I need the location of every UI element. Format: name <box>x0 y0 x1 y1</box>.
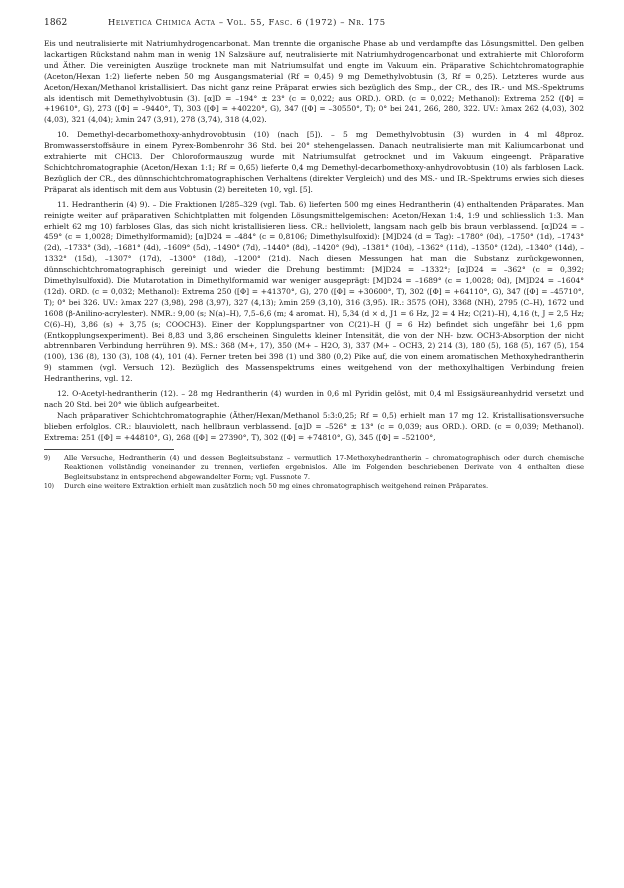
paragraph-experiment-10: 10. Demethyl-decarbomethoxy-anhydrovobtusin (10) (nach [5]). – 5 mg Demethylvobtusin (3) wurden in 4 ml 48proz. Bromwasserstoffsäure in einem Pyrex-Bombenrohr 36 Std. bei 20° stehengelassen. Danach neutralisierte man mit Kaliumcarbonat und extrahierte mit CHCl3. Der Chloroformauszug wurde mit Natriumsulfat getrocknet und im Vakuum eingeengt. Präparative Schichtchromatographie (Aceton/Hexan 1:1; Rf = 0,65) lieferte 0,4 mg Demethyl-decarbomethoxy-anhydrovobtusin (10) als farblosen Lack. Bezüglich der CR., des dünnschichtchromatographischen Verhaltens (direkter Vergleich) und des MS.- und IR.-Spektrums erwies sich dieses Präparat als identisch mit dem aus Vobtusin (2) bereiteten 10, vgl. [5]. <box>44 130 584 194</box>
paragraph-experiment-12: 12. O-Acetyl-hedrantherin (12). – 28 mg Hedrantherin (4) wurden in 0,6 ml Pyridin gelöst, mit 0,4 ml Essigsäureanhydrid versetzt und nach 20 Std. bei 20° wie üblich aufgearbeitet. <box>44 389 584 409</box>
running-header <box>44 17 584 33</box>
footnote-rule <box>44 449 174 450</box>
footnote <box>44 482 584 492</box>
footnote <box>44 454 584 483</box>
footnote-marker: 9) <box>44 454 51 462</box>
paragraph-experiment-11: 11. Hedrantherin (4) 9). – Die Fraktionen I/285–329 (vgl. Tab. 6) lieferten 500 mg eines Hedrantherin (4) enthaltenden Präparates. Man reinigte weiter auf präparativen Schichtplatten mit folgenden Lösungsmittelgemischen: Aceton/Hexan 1:4, 1:9 und schliesslich 1:3. Man erhielt 62 mg 10) farbloses Glas, das sich nicht kristallisieren liess. CR.: hellviolett, langsam nach gelb bis braun verblassend. [α]D24 = –459° (c = 1,0028; Dimethylformamid); [α]D24 = –484° (c = 0,8106; Dimethylsulfoxid): [M]D24 (d = Tag): –1780° (0d), –1750° (1d), –1743° (2d), –1733° (3d), –1681° (4d), –1609° (5d), –1490° (7d), –1440° (8d), –1420° (9d), –1381° (10d), –1362° (11d), –1350° (12d), –1340° (14d), –1332° (15d), –1307° (17d), –1300° (18d), –1200° (21d). Nach diesen Messungen hat man die Substanz zurückgewonnen, dünnschichtchromatographisch gereinigt und wieder die Drehung bestimmt: [M]D24 = –1332°; [α]D24 = –362° (c = 0,392; Dimethylsulfoxid). Die Mutarotation in Dimethylformamid war weniger ausgeprägt: [M]D24 = –1689° (c = 1,0028; 0d), [M]D24 = –1604° (12d). ORD. (c = 0,032; Methanol): Extrema 250 ([Φ] = +41370°, G), 270 ([Φ] = +30600°, T), 302 ([Φ] = +64110°, G), 347 ([Φ] = –45710°, T); 0° bei 326. UV.: λmax 227 (3,98), 298 (3,97), 327 (4,13); λmin 259 (3,10), 316 (3,95). IR.: 3575 (OH), 3368 (NH), 2795 (C–H), 1672 und 1608 (β-Anilino-acrylester). NMR.: 9,00 (s; N(a)–H), 7,5–6,6 (m; 4 aromat. H), 5,34 (d × d, J1 = 6 Hz, J2 = 4 Hz; C(21)–H), 4,16 (t, J = 2,5 Hz; C(6)–H), 3,86 (s) + 3,75 (s; COOCH3). Einer der Kopplungspartner von C(21)–H (J = 6 Hz) befindet sich ungefähr bei 1,6 ppm (Entkopplungsexperiment). Bei 8,83 und 3,86 erscheinen Singuletts kleiner Intensität, die von der NH- bzw. OCH3-Absorption der nicht abtrennbaren Verbindung herrühren 9). MS.: 368 (M+, 17), 350 (M+ – H2O, 3), 337 (M+ – OCH3, 2) 214 (3), 180 (5), 168 (5), 167 (5), 154 (100), 136 (8), 130 (3), 108 (4), 101 (4). Ferner treten bei 398 (1) und 380 (0,2) Pike auf, die von einem aromatischen Methoxyhedrantherin 9) stammen (vgl. Versuch 12). Bezüglich des Massenspektrums eines weitgehend von der methoxylhaltigen Verbindung freien Hedrantherins, vgl. 12. <box>44 199 584 384</box>
footnote-marker: 10) <box>44 483 54 491</box>
paragraph-experiment-12-continued: Nach präparativer Schichtchromatographie (Äther/Hexan/Methanol 5:3:0,25; Rf = 0,5) erhielt man 17 mg 12. Kristallisationsversuche blieben erfolglos. CR.: blauviolett, nach hellbraun verblassend. [α]D = –526° ± 13° (c = 0,039; aus ORD.). ORD. (c = 0,039; Methanol). Extrema: 251 ([Φ] = +44810°, G), 268 ([Φ] = 27390°, T), 302 ([Φ] = +74810°, G), 345 ([Φ] = –52100°, <box>44 410 584 442</box>
article-body <box>44 39 584 444</box>
journal-citation: Helvetica Chimica Acta – Vol. 55, Fasc. 6 (1972) – Nr. 175 <box>108 17 386 27</box>
footnote-text: Durch eine weitere Extraktion erhielt man zusätzlich noch 50 mg eines chromatographisch weitgehend reinen Präparates. <box>64 482 489 491</box>
footnote-text: Alle Versuche, Hedrantherin (4) und dessen Begleitsubstanz – vermutlich 17-Methoxyhedrantherin – chromatographisch oder durch chemische Reaktionen vollständig voneinander zu trennen, verliefen ergebnislos. Alle im Folgenden beschriebenen Derivate von 4 enthalten diese Begleitsubstanz in entsprechend abgewandelter Form; vgl. Fussnote 7. <box>64 453 584 481</box>
paragraph-demethylvobtusin-workup: Eis und neutralisierte mit Natriumhydrogencarbonat. Man trennte die organische Phase ab und verdampfte das Lösungsmittel. Den gelben lackartigen Rückstand nahm man in wenig 1N Salzsäure auf, neutralisierte mit Natriumhydrogencarbonat und extrahierte mit Chloroform und Äther. Die vereinigten Auszüge trocknete man mit Natriumsulfat und engte im Vakuum ein. Präparative Schichtchromatographie (Aceton/Hexan 1:2) lieferte neben 50 mg Ausgangsmaterial (Rf = 0,45) 9 mg Demethylvobtusin (3, Rf = 0,25). Letzteres wurde aus Aceton/Hexan/Methanol kristallisiert. Das nicht ganz reine Präparat erwies sich bezüglich des Smp., der CR., des IR.- und MS.-Spektrums als identisch mit Demethylvobtusin (3). [α]D = –194° ± 23° (c = 0,022; aus ORD.). ORD. (c = 0,022; Methanol): Extrema 252 ([Φ] = +19610°, G), 273 ([Φ] = –9440°, T), 303 ([Φ] = +40220°, G), 347 ([Φ] = –30550°, T); 0° bei 241, 266, 280, 322. UV.: λmax 262 (4,03), 302 (4,03), 321 (4,04); λmin 247 (3,91), 278 (3,74), 318 (4,02). <box>44 39 584 125</box>
page-number: 1862 <box>44 18 68 28</box>
